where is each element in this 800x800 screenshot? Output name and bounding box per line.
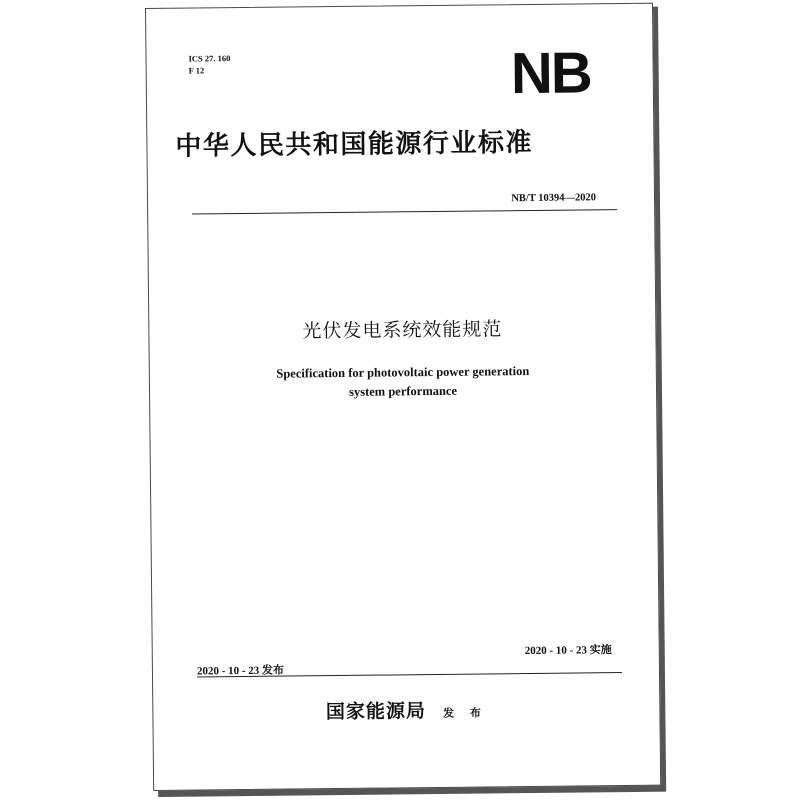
implementation-date-value: 2020 - 10 - 23 <box>524 644 588 658</box>
issue-label: 发布 <box>261 663 285 677</box>
chinese-title: 光伏发电系统效能规范 <box>302 318 503 343</box>
issue-date-value: 2020 - 10 - 23 <box>196 664 260 678</box>
issuer-action: 发 布 <box>442 706 487 720</box>
english-title-line-1: Specification for photovoltaic power generation <box>276 363 530 381</box>
english-title-line-2: system performance <box>348 383 458 399</box>
classification-codes <box>188 52 230 76</box>
implementation-date <box>525 641 612 658</box>
issuing-authority <box>153 694 659 726</box>
standard-category-title: 中华人民共和国能源行业标准 <box>175 127 534 162</box>
issuer-name: 国家能源局 <box>325 700 427 724</box>
nb-logo: NB <box>510 40 592 107</box>
cover-page <box>145 3 661 791</box>
top-divider <box>192 209 617 214</box>
ccs-code: F 12 <box>188 65 205 76</box>
ics-code: ICS 27. 160 <box>188 53 231 64</box>
implementation-label: 实施 <box>589 643 612 657</box>
standard-number: NB/T 10394—2020 <box>511 192 597 205</box>
english-title <box>150 361 656 404</box>
